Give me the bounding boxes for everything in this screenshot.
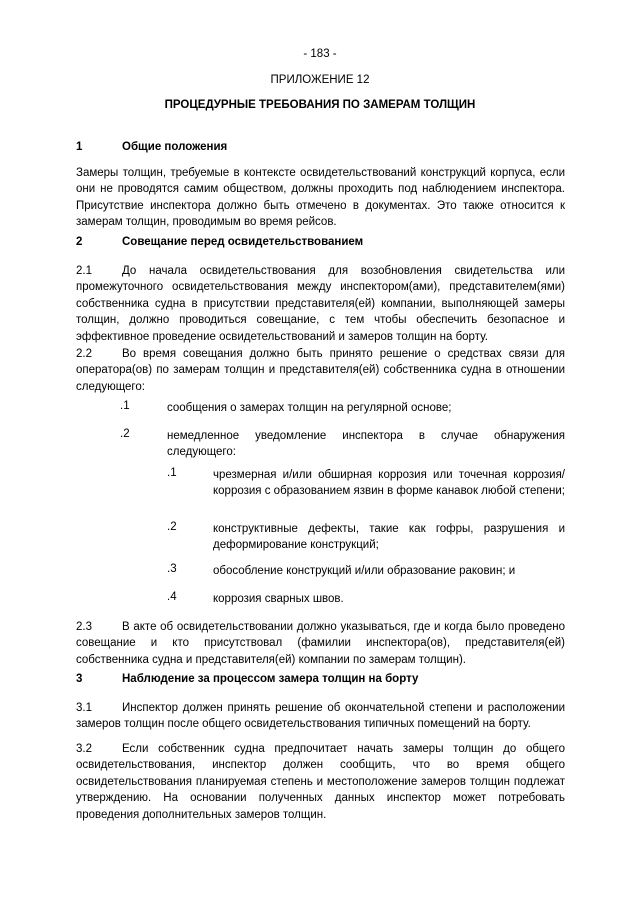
paragraph-3-1-number: 3.1 <box>76 702 92 714</box>
paragraph-3-2 <box>76 741 565 823</box>
paragraph-2-3-text: В акте об освидетельствовании должно указываться, где и когда было проведено совещание и кто присутствовал (фамилии инспектора(ов), представителя(ей) собственника судна и представителя(ей) компании по замерам толщин). <box>76 621 565 666</box>
paragraph-2-1-text: До начала освидетельствования для возобновления свидетельства или промежуточного освидетельствования между инспектором(ами), представителем(ями) собственника судна в присутствии представителя(ей) компании, выполняющей замеры толщин, должно проводиться совещание, с тем чтобы обеспечить безопасное и эффективное проведение освидетельствований и замеров толщин на борту. <box>76 265 565 343</box>
paragraph-2-2-number: 2.2 <box>76 348 92 360</box>
paragraph-2-2 <box>76 346 565 395</box>
page-number: - 183 - <box>303 48 337 60</box>
section-3-title: Наблюдение за процессом замера толщин на борту <box>122 673 419 685</box>
sub-list-item-number: .1 <box>167 467 177 479</box>
paragraph-2-3-number: 2.3 <box>76 621 92 633</box>
paragraph-3-1-text: Инспектор должен принять решение об окончательной степени и расположении замеров толщин после общего освидетельствования типичных помещений на борту. <box>76 702 565 731</box>
list-item-text: немедленное уведомление инспектора в случае обнаружения следующего: <box>167 430 565 459</box>
section-1-title: Общие положения <box>122 141 228 153</box>
paragraph-2-3 <box>76 619 565 668</box>
sub-list-item-number: .2 <box>167 521 177 533</box>
section-2-number: 2 <box>76 236 83 248</box>
appendix-heading: ПРИЛОЖЕНИЕ 12 <box>270 74 370 86</box>
paragraph-3-2-text: Если собственник судна предпочитает начать замеры толщин до общего освидетельствования, инспектор должен сообщить, что во время общего освидетельствования планируемая степень и местоположение замеров толщин подлежат утверждению. На основании полученных данных инспектор может потребовать проведения дополнительных замеров толщин. <box>76 743 565 821</box>
paragraph-3-1 <box>76 700 565 733</box>
sub-list-item-text: обособление конструкций и/или образование раковин; и <box>213 565 516 577</box>
sub-list-item-text: коррозия сварных швов. <box>213 593 344 605</box>
list-item-number: .1 <box>120 400 130 412</box>
sub-list-item-text: конструктивные дефекты, такие как гофры, разрушения и деформирование конструкций; <box>213 523 565 552</box>
paragraph-2-1-number: 2.1 <box>76 265 92 277</box>
section-3-number: 3 <box>76 673 83 685</box>
sub-list-item-number: .4 <box>167 591 177 603</box>
sub-list-item-number: .3 <box>167 563 177 575</box>
paragraph-2-2-text: Во время совещания должно быть принято решение о средствах связи для оператора(ов) по замерам толщин и представителя(ей) собственника судна в отношении следующего: <box>76 348 565 393</box>
list-item-text: сообщения о замерах толщин на регулярной основе; <box>167 402 452 414</box>
section-2-title: Совещание перед освидетельствованием <box>122 236 364 248</box>
section-1-text: Замеры толщин, требуемые в контексте освидетельствований конструкций корпуса, если они не проводятся самим обществом, должны проходить под наблюдением инспектора. Присутствие инспектора должно быть отмечено в документах. Это также относится к замерам толщин, проводимым во время рейсов. <box>76 167 565 229</box>
document-title: ПРОЦЕДУРНЫЕ ТРЕБОВАНИЯ ПО ЗАМЕРАМ ТОЛЩИН <box>164 99 476 111</box>
paragraph-2-1 <box>76 263 565 345</box>
paragraph-3-2-number: 3.2 <box>76 743 92 755</box>
section-1-number: 1 <box>76 141 83 153</box>
sub-list-item-text: чрезмерная и/или обширная коррозия или точечная коррозия/коррозия с образованием язвин в форме канавок любой степени; <box>213 469 565 498</box>
list-item-number: .2 <box>120 428 130 440</box>
